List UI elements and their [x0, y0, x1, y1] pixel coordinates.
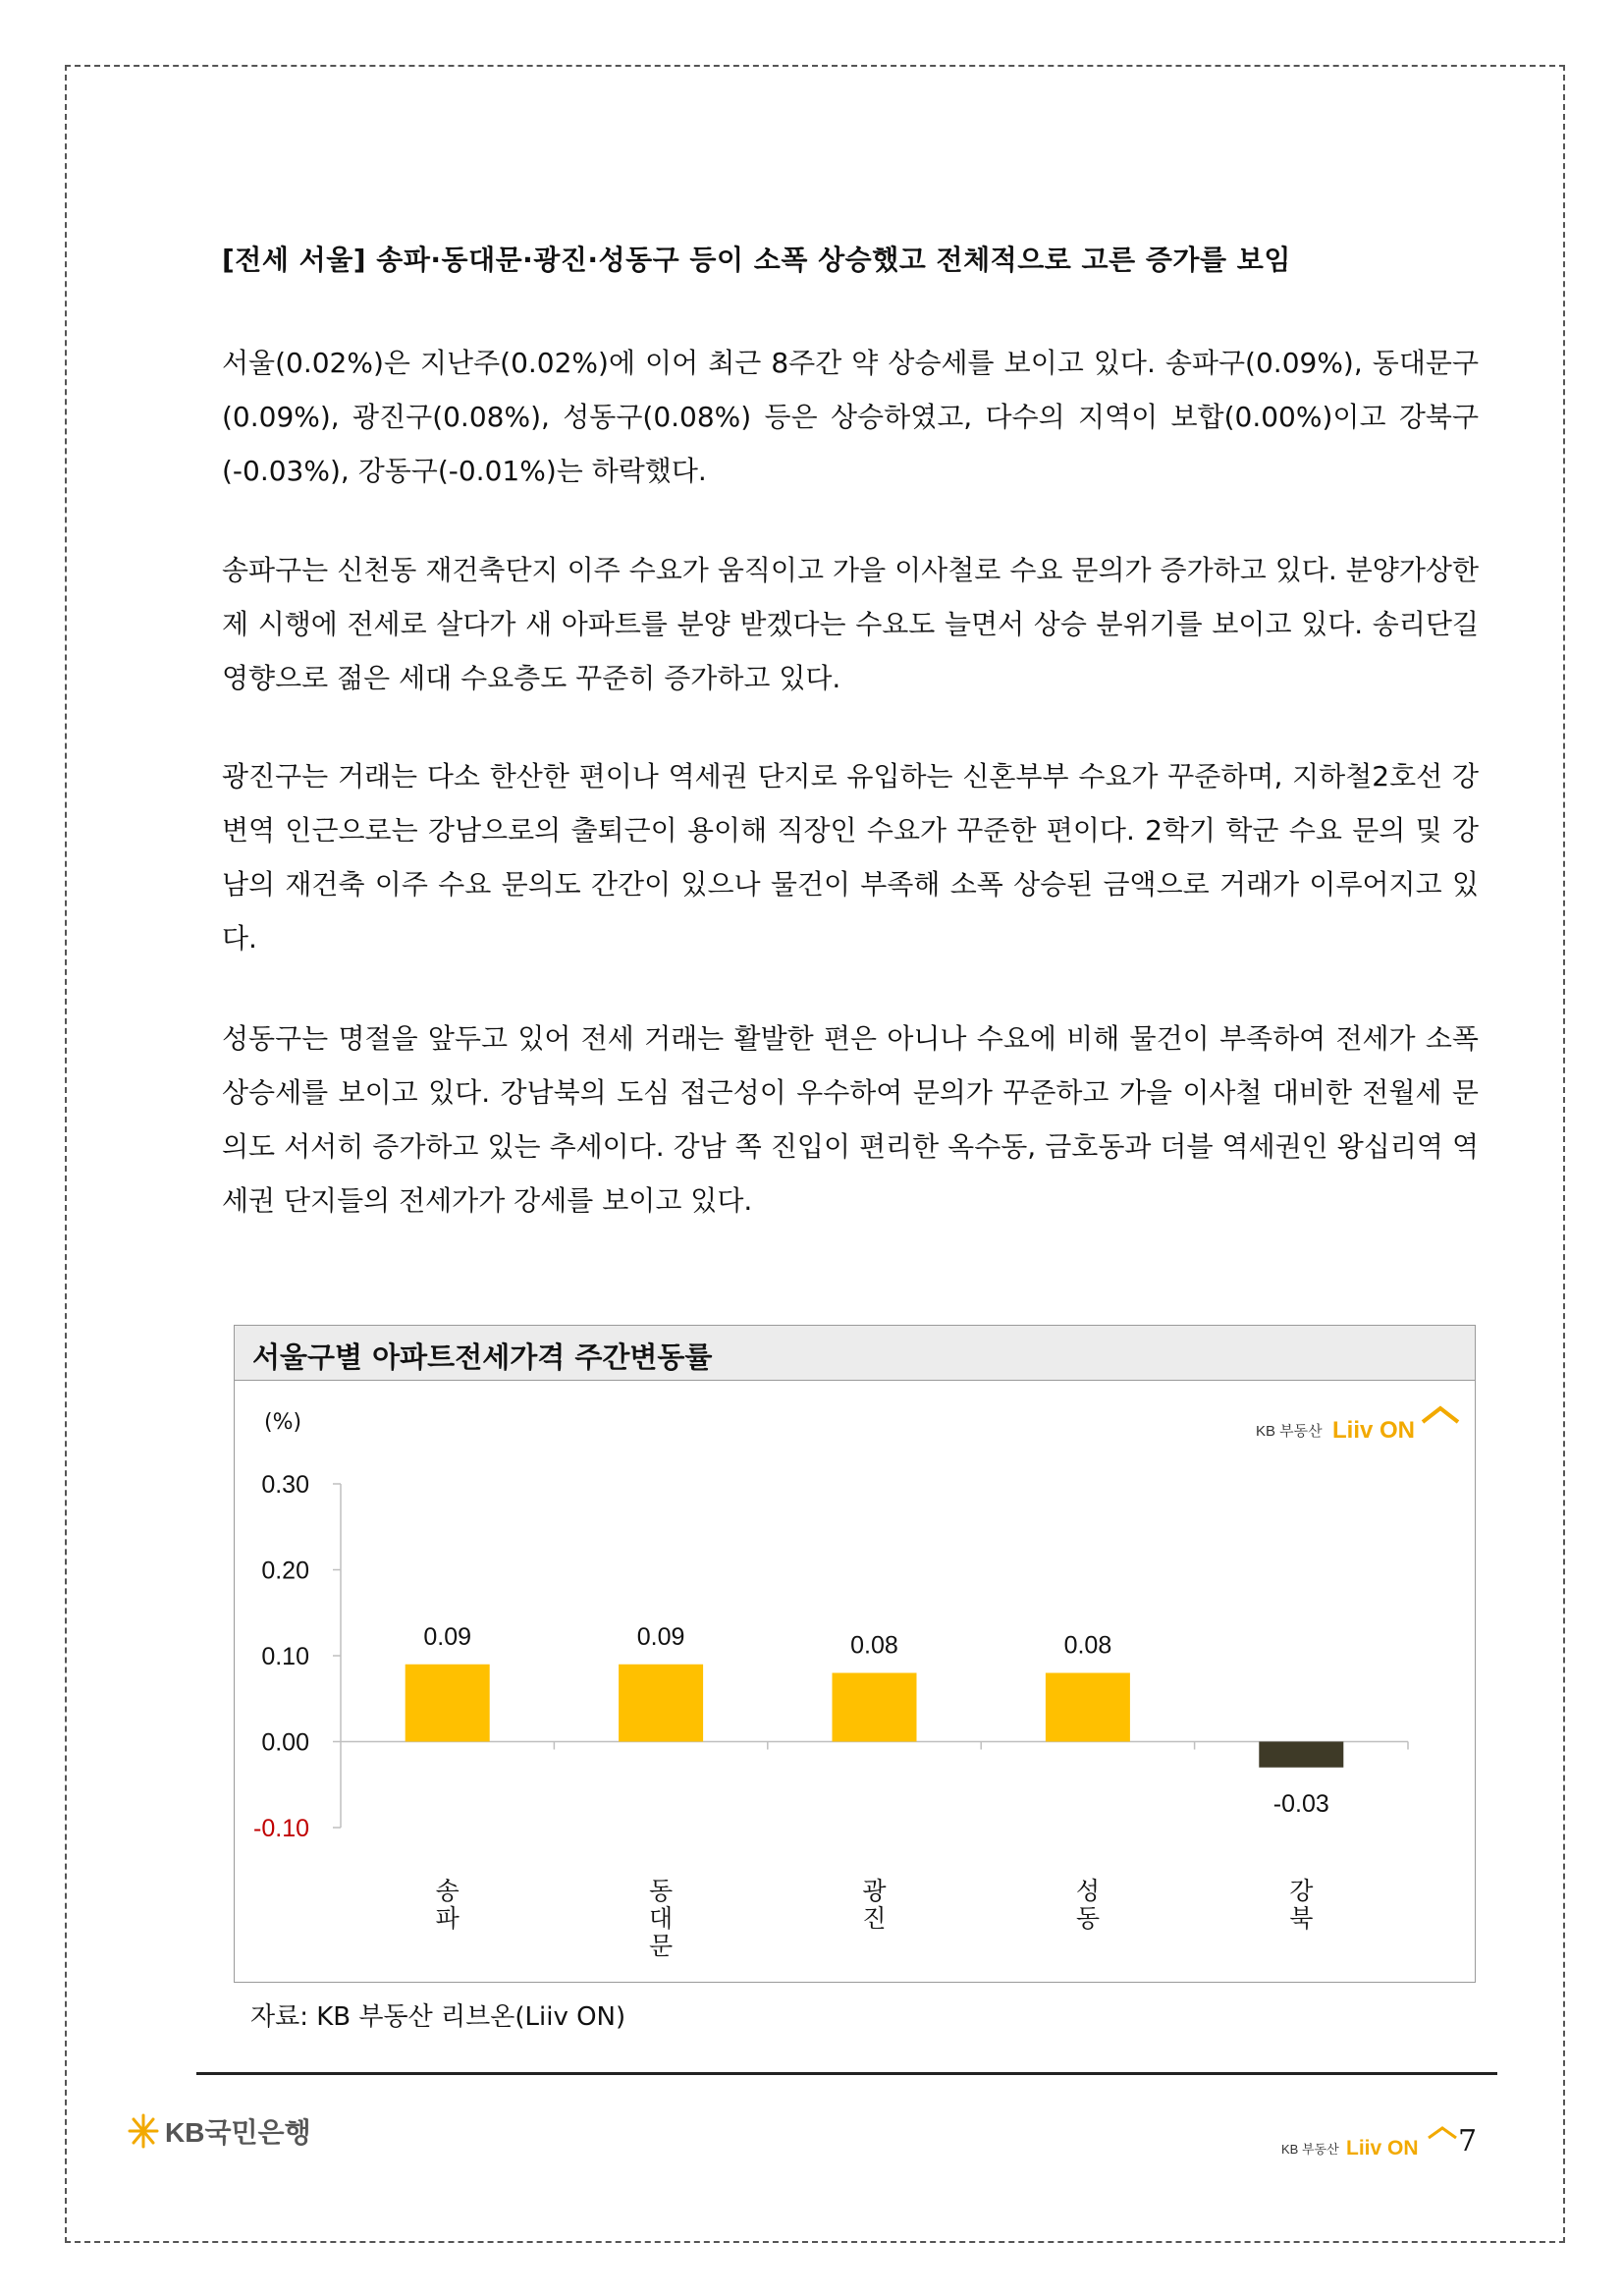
bar-광진 — [833, 1673, 917, 1742]
chart-title-bar — [235, 1326, 1475, 1381]
x-category-label: 동 — [1075, 1904, 1100, 1933]
data-label: -0.03 — [1272, 1789, 1329, 1818]
data-label: 0.08 — [1063, 1631, 1112, 1660]
footer-liiv-logo — [1281, 2124, 1458, 2161]
y-tick-label: -0.10 — [253, 1815, 309, 1842]
chart-container — [234, 1325, 1476, 1983]
x-category-label: 광 — [862, 1877, 887, 1905]
bar-성동 — [1046, 1673, 1130, 1742]
kb-star-icon — [130, 2115, 157, 2147]
data-label: 0.08 — [850, 1631, 898, 1660]
x-category-label: 성 — [1075, 1877, 1100, 1905]
x-category-label: 파 — [435, 1904, 460, 1933]
x-category-label: 송 — [435, 1877, 460, 1905]
kb-bank-name: KB국민은행 — [165, 2117, 311, 2148]
y-tick-label: 0.00 — [261, 1728, 309, 1757]
svg-text:Liiv ON: Liiv ON — [1346, 2137, 1419, 2159]
bar-동대문 — [619, 1665, 703, 1742]
x-category-label: 진 — [862, 1904, 887, 1933]
svg-text:KB 부동산: KB 부동산 — [1281, 2142, 1339, 2157]
section-headline: [전세 서울] 송파·동대문·광진·성동구 등이 소폭 상승했고 전체적으로 고른 증가를 보임 — [222, 244, 1291, 276]
x-category-label: 강 — [1289, 1877, 1314, 1905]
data-label: 0.09 — [423, 1622, 472, 1651]
page-number: 7 — [1458, 2124, 1478, 2159]
kb-kookmin-bank-logo — [128, 2109, 353, 2153]
y-axis-unit: (%) — [264, 1410, 302, 1435]
bar-chart — [235, 1381, 1475, 1982]
logo-kb-text: KB 부동산 — [1256, 1423, 1323, 1440]
y-tick-label: 0.10 — [261, 1643, 309, 1670]
paragraph-seongdong: 성동구는 명절을 앞두고 있어 전세 거래는 활발한 편은 아니나 수요에 비해 물건이 부족하여 전세가 소폭 상승세를 보이고 있다. 강남북의 도심 접근성이 우수하여 문의가 꾸준하고 가을 이사철 대비한 전월세 문의도 서서히 증가하고 있는 추세이다. 강남 쪽 진입이 편리한 옥수동, 금호동과 더블 역세권인 왕십리역 역세권 단지들의 전세가가 강세를 보이고 있다. — [222, 1022, 1479, 1217]
paragraph-songpa: 송파구는 신천동 재건축단지 이주 수요가 움직이고 가을 이사철로 수요 문의가 증가하고 있다. 분양가상한제 시행에 전세로 살다가 새 아파트를 분양 받겠다는 수요도 늘면서 상승 분위기를 보이고 있다. 송리단길 영향으로 젊은 세대 수요층도 꾸준히 증가하고 있다. — [222, 554, 1479, 694]
paragraph-seoul-summary: 서울(0.02%)은 지난주(0.02%)에 이어 최근 8주간 약 상승세를 보이고 있다. 송파구(0.09%), 동대문구(0.09%), 광진구(0.08%), 성동구(0.08%) 등은 상승하였고, 다수의 지역이 보합(0.00%)이고 강북구(-0.03%), 강동구(-0.01%)는 하락했다. — [222, 347, 1479, 487]
chart-title: 서울구별 아파트전세가격 주간변동률 — [252, 1340, 713, 1374]
data-label: 0.09 — [636, 1622, 685, 1651]
x-category-label: 문 — [649, 1932, 674, 1960]
paragraph-gwangjin: 광진구는 거래는 다소 한산한 편이나 역세권 단지로 유입하는 신혼부부 수요가 꾸준하며, 지하철2호선 강변역 인근으로는 강남으로의 출퇴근이 용이해 직장인 수요가 꾸준한 편이다. 2학기 학군 수요 문의 및 강남의 재건축 이주 수요 문의도 간간이 있으나 물건이 부족해 소폭 상승된 금액으로 거래가 이루어지고 있다. — [222, 760, 1479, 955]
footer-divider — [196, 2072, 1497, 2075]
x-category-label: 북 — [1289, 1904, 1314, 1933]
bar-송파 — [406, 1665, 490, 1742]
x-category-label: 동 — [649, 1877, 674, 1905]
y-tick-label: 0.20 — [261, 1557, 309, 1585]
logo-brand-text: Liiv ON — [1332, 1417, 1416, 1444]
bar-강북 — [1259, 1742, 1343, 1768]
chart-source: 자료: KB 부동산 리브온(Liiv ON) — [250, 2002, 626, 2032]
y-tick-label: 0.30 — [261, 1471, 309, 1499]
x-category-label: 대 — [649, 1904, 674, 1933]
